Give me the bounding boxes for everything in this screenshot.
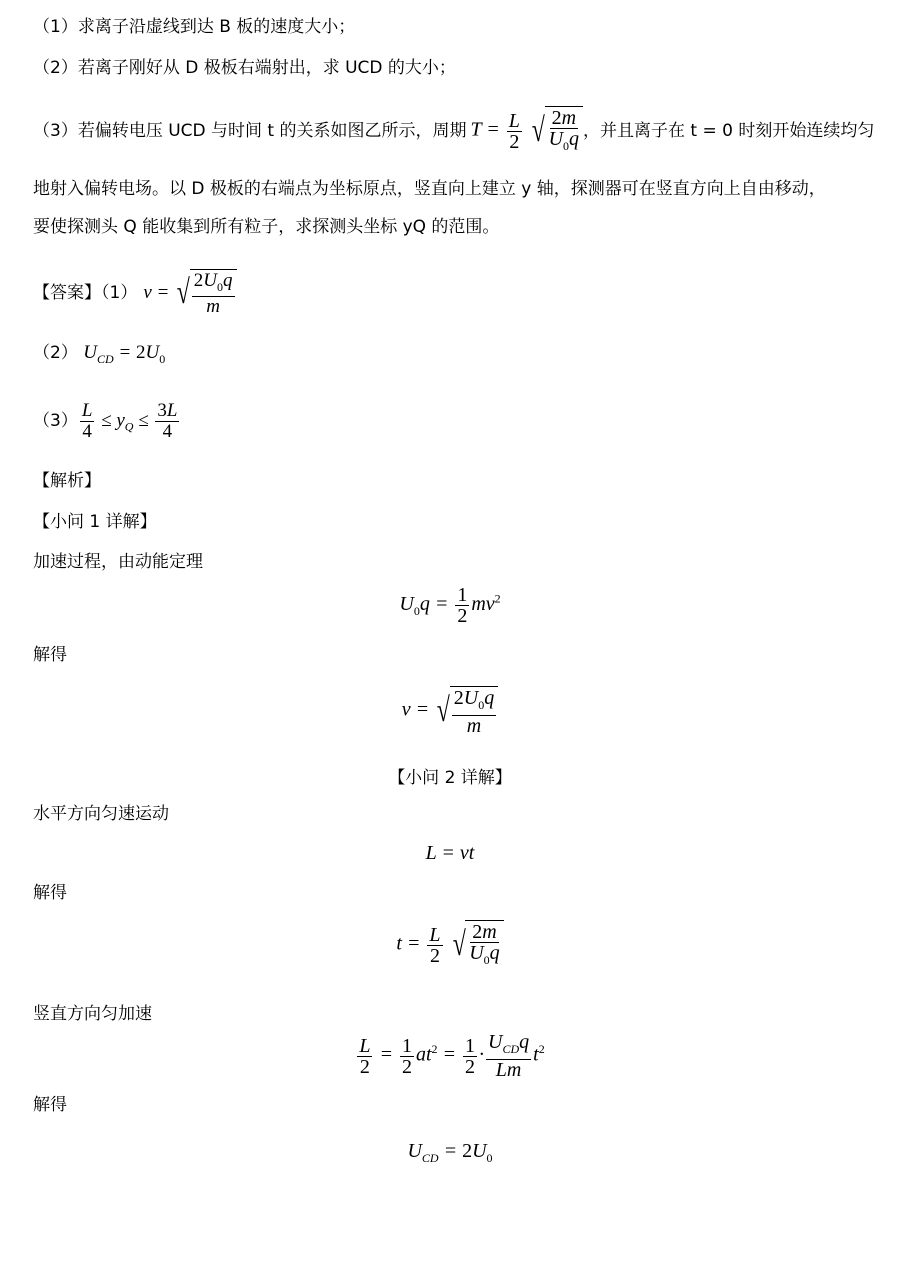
equation-distance: L = vt [425,842,475,864]
equation-ucd: $U_{CD} = 2U_0$ [407,1140,493,1165]
question-3-part-b: ，并且离子在 t = 0 时刻开始连续均匀 [583,121,875,141]
sub-question-1-label: 【小问 1 详解】 [33,512,157,532]
question-3-line-1 [33,101,874,161]
period-formula: T = $\frac{L}{2}$ √ $\frac{2m}{U_0q}$ [471,106,584,156]
question-3-line-3: 要使探测头 Q 能收集到所有粒子，求探测头坐标 yQ 的范围。 [33,217,500,237]
answer-2: （2） $U_{CD} = 2U_0$ [33,342,166,366]
answer-3-label: （3） [33,411,78,431]
sub2-text-4: 解得 [33,1095,67,1115]
answer-3: （3） $\frac{L}{4}$ ≤ $y_Q$ ≤ $\frac{3L}{4}$ [33,399,178,442]
sub2-text-3: 竖直方向匀加速 [33,1004,152,1024]
sub2-text-1: 水平方向匀速运动 [33,804,169,824]
answer-1: 【答案】（1） v = √ $\frac{2U_0q}{m}$ [33,268,237,318]
answer-label: 【答案】（1） [33,283,138,303]
equation-vertical: $\frac{L}{2}$ = $\frac{1}{2}$ $at^2$ = $\frac{1}{2}$ · $\frac{U_{CD}q}{Lm}$ $t^2$ [359,1031,545,1081]
answer-2-label: （2） [33,343,78,363]
question-1: （1）求离子沿虚线到达 B 板的速度大小； [33,17,356,37]
equation-time: t = $\frac{L}{2}$ √ $\frac{2m}{U_0q}$ [0,920,900,970]
sub1-text-2: 解得 [33,645,67,665]
question-2: （2）若离子刚好从 D 极板右端射出，求 UCD 的大小； [33,58,456,78]
question-3-part-a: （3）若偏转电压 UCD 与时间 t 的关系如图乙所示，周期 [33,121,467,141]
sub1-text-1: 加速过程，由动能定理 [33,552,203,572]
equation-velocity: v = √ $\frac{2U_0q}{m}$ [0,686,900,736]
sub2-text-2: 解得 [33,883,67,903]
sub-question-2-label: 【小问 2 详解】 [388,768,512,788]
question-3-line-2: 地射入偏转电场。以 D 极板的右端点为坐标原点，竖直向上建立 y 轴，探测器可在竖直方向上自由移动， [33,179,826,199]
equation-energy: $U_0q$ = $\frac{1}{2}$ $mv^2$ [399,584,501,627]
analysis-label: 【解析】 [33,471,101,491]
